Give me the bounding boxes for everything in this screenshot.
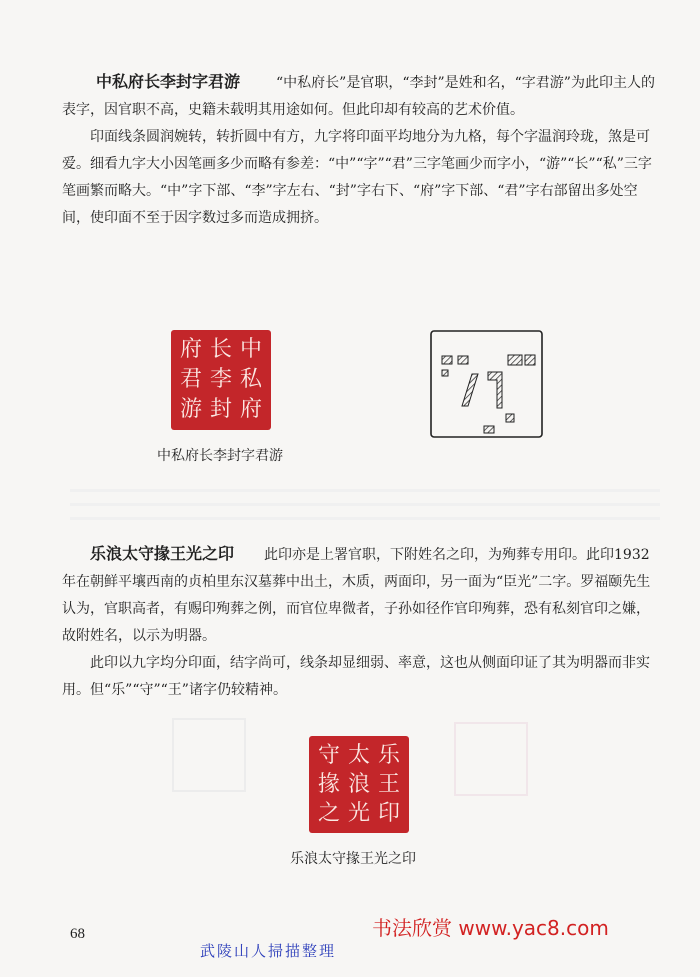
paragraph: 印面线条圆润婉转，转折圆中有方，九字将印面平均地分为九格，每个字温润玲珑，煞是可爱。细看九字大小因笔画多少而略有参差：“中”“字”“君”三字笔画少而字小，“游”“长”“私”三字笔画繁而略大。“中”字下部、“李”字左右、“封”字右下、“府”字下部、“君”字右部留出多处空间，使印面不至于因字数过多而造成拥挤。 (62, 129, 652, 226)
seal-char: 掾 (317, 771, 340, 797)
section-heading: 乐浪太守掾王光之印 (90, 544, 235, 563)
seal-char: 私 (239, 367, 262, 392)
page-number: 68 (70, 926, 85, 942)
seal-char: 乐 (377, 742, 400, 768)
figure-caption: 乐浪太守掾王光之印 (290, 851, 416, 867)
seal-char: 王 (377, 771, 400, 797)
seal-char: 太 (347, 742, 370, 768)
seal-char: 浪 (347, 771, 370, 797)
bleed-through-box (172, 718, 246, 792)
seal-char: 君 (179, 367, 202, 392)
seal-char: 印 (377, 800, 400, 826)
seal-char: 光 (347, 800, 370, 826)
bleed-through-box (454, 722, 528, 796)
seal-char: 封 (209, 397, 232, 422)
seal-char: 之 (317, 800, 340, 826)
figure-caption: 中私府长李封字君游 (157, 448, 283, 464)
section-heading: 中私府长李封字君游 (96, 72, 241, 91)
paragraph: 此印亦是上署官职，下附姓名之印，为殉葬专用印。此印1932年在朝鲜平壤西南的贞柏里东汉墓葬中出土，木质，两面印，另一面为“臣光”二字。罗福颐先生认为，官职高者，有赐印殉葬之例，而官位卑微者，子孙如径作官印殉葬，恐有私刻官印之嫌，故附姓名，以示为明器。 (62, 547, 651, 644)
seal-char: 守 (317, 742, 340, 768)
seal-char: 李 (209, 367, 232, 392)
seal-char: 府 (239, 397, 262, 422)
scanner-credit: 武陵山人掃描整理 (200, 942, 337, 960)
paragraph: “中私府长”是官职，“李封”是姓和名，“字君游”为此印主人的表字，因官职不高，史籍未载明其用途如何。但此印却有较高的艺术价值。 (62, 75, 655, 118)
seal-layout-diagram (428, 328, 546, 440)
website-watermark: 书法欣赏 www.yac8.com (372, 916, 609, 940)
section-one (62, 68, 662, 232)
section-two (62, 540, 662, 704)
seal-impression (171, 330, 271, 430)
seal-char: 中 (239, 337, 262, 362)
seal-char: 游 (179, 397, 202, 422)
seal-char: 长 (209, 337, 232, 362)
paragraph: 此印以九字均分印面，结字尚可，线条却显细弱、率意，这也从侧面印证了其为明器而非实用。但“乐”“守”“王”诸字仍较精神。 (62, 655, 650, 698)
seal-impression (309, 736, 409, 833)
bleed-through-text (70, 480, 660, 520)
seal-char: 府 (179, 337, 202, 362)
